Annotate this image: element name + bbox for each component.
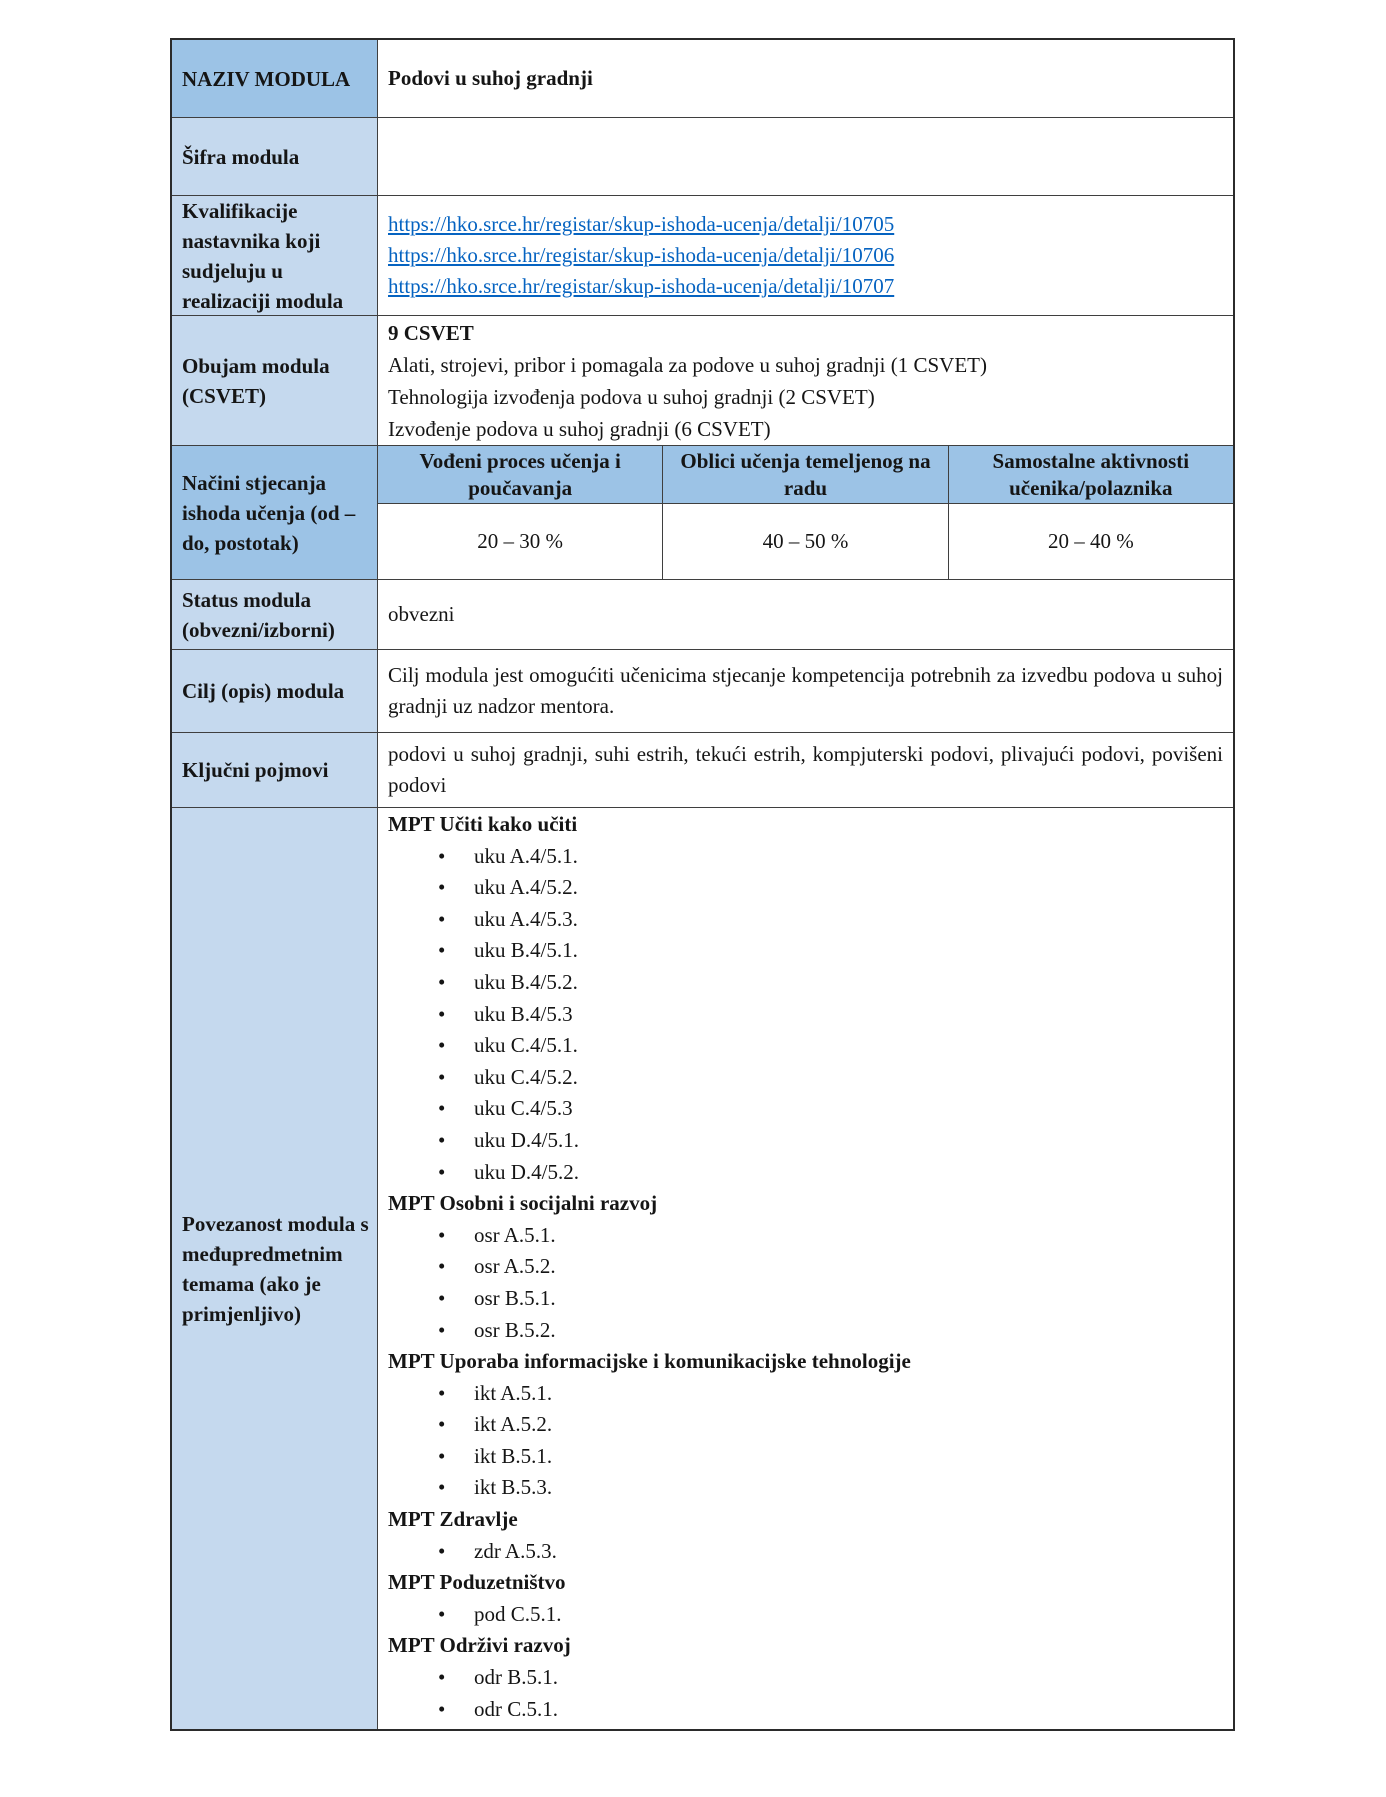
- bullet-icon: •: [438, 906, 446, 931]
- povezanost-label: Povezanost modula s međupredmetnim temama (ako je primjenljivo): [182, 1211, 369, 1326]
- mpt-group: [388, 1630, 1223, 1725]
- mpt-item: [388, 935, 1223, 967]
- kljucni-label-cell: [172, 733, 378, 807]
- module-table: [170, 38, 1235, 1731]
- mpt-item: [388, 1093, 1223, 1125]
- mpt-item-code: uku D.4/5.1.: [474, 1127, 579, 1152]
- mpt-item: [388, 872, 1223, 904]
- bullet-icon: •: [438, 1159, 446, 1184]
- mpt-group-title: MPT Poduzetništvo: [388, 1570, 566, 1595]
- mpt-group: [388, 1504, 1223, 1567]
- sifra-label: Šifra modula: [182, 144, 300, 169]
- mpt-group-title: MPT Osobni i socijalni razvoj: [388, 1191, 658, 1216]
- bullet-icon: •: [438, 843, 446, 868]
- mpt-item: [388, 1378, 1223, 1410]
- nacini-label-cell: [172, 446, 378, 579]
- status-value-cell: [378, 580, 1233, 649]
- percent-column: [662, 446, 947, 579]
- mpt-item-code: ikt B.5.3.: [474, 1475, 553, 1500]
- naziv-value-cell: [378, 40, 1233, 117]
- obujam-label: Obujam modula (CSVET): [182, 353, 330, 408]
- mpt-item-code: osr A.5.2.: [474, 1254, 556, 1279]
- mpt-item: [388, 1125, 1223, 1157]
- kvalifikacije-label-cell: [172, 196, 378, 315]
- bullet-icon: •: [438, 1412, 446, 1437]
- row-sifra: [172, 117, 1233, 195]
- row-kljucni: [172, 732, 1233, 807]
- mpt-item: [388, 904, 1223, 936]
- mpt-item-code: pod C.5.1.: [474, 1601, 562, 1626]
- mpt-item: [388, 999, 1223, 1031]
- povezanost-label-cell: [172, 808, 378, 1729]
- bullet-icon: •: [438, 1380, 446, 1405]
- row-cilj: [172, 649, 1233, 732]
- mpt-item-code: osr A.5.1.: [474, 1222, 556, 1247]
- bullet-icon: •: [438, 1222, 446, 1247]
- kvalifikacije-label: Kvalifikacije nastavnika koji sudjeluju u realizaciji modula: [182, 198, 344, 313]
- kljucni-value: podovi u suhoj gradnji, suhi estrih, tekući estrih, kompjuterski podovi, plivajući podovi, povišeni podovi: [388, 742, 1223, 797]
- sifra-value-cell: [378, 118, 1233, 195]
- bullet-icon: •: [438, 1254, 446, 1279]
- mpt-group-items: [388, 1536, 1223, 1568]
- hko-links: [388, 209, 1223, 302]
- mpt-item: [388, 1536, 1223, 1568]
- mpt-item-code: osr B.5.1.: [474, 1285, 556, 1310]
- hko-link[interactable]: https://hko.srce.hr/registar/skup-ishoda-ucenja/detalji/10707: [388, 274, 895, 298]
- mpt-item-code: uku B.4/5.2.: [474, 969, 578, 994]
- status-label: Status modula (obvezni/izborni): [182, 587, 335, 642]
- obujam-total: 9 CSVET: [388, 320, 474, 345]
- obujam-items: [388, 349, 1223, 445]
- mpt-item: [388, 1251, 1223, 1283]
- row-naziv: [172, 40, 1233, 117]
- bullet-icon: •: [438, 938, 446, 963]
- bullet-icon: •: [438, 1064, 446, 1089]
- mpt-group-items: [388, 1220, 1223, 1346]
- mpt-item: [388, 1062, 1223, 1094]
- bullet-icon: •: [438, 1538, 446, 1563]
- mpt-item: [388, 1220, 1223, 1252]
- mpt-group-title: MPT Učiti kako učiti: [388, 812, 578, 836]
- bullet-icon: •: [438, 1033, 446, 1058]
- mpt-item-code: zdr A.5.3.: [474, 1538, 557, 1563]
- bullet-icon: •: [438, 1601, 446, 1626]
- mpt-item: [388, 1283, 1223, 1315]
- nacini-label: Načini stjecanja ishoda učenja (od –do, postotak): [182, 470, 356, 555]
- obujam-item: Alati, strojevi, pribor i pomagala za podove u suhoj gradnji (1 CSVET): [388, 352, 987, 377]
- mpt-group-items: [388, 1662, 1223, 1725]
- percent-column: [948, 446, 1233, 579]
- mpt-group-items: [388, 1378, 1223, 1504]
- obujam-value-cell: [378, 316, 1233, 445]
- hko-link[interactable]: https://hko.srce.hr/registar/skup-ishoda-ucenja/detalji/10706: [388, 243, 895, 267]
- mpt-item-code: uku A.4/5.1.: [474, 843, 578, 868]
- mpt-item-code: ikt B.5.1.: [474, 1443, 553, 1468]
- mpt-group-title: MPT Održivi razvoj: [388, 1633, 571, 1658]
- naziv-label: NAZIV MODULA: [182, 66, 351, 91]
- bullet-icon: •: [438, 875, 446, 900]
- naziv-label-cell: [172, 40, 378, 117]
- bullet-icon: •: [438, 969, 446, 994]
- mpt-item-code: uku C.4/5.3: [474, 1096, 573, 1121]
- cilj-value-cell: [378, 650, 1233, 732]
- mpt-item-code: odr C.5.1.: [474, 1696, 558, 1721]
- bullet-icon: •: [438, 1285, 446, 1310]
- percent-subtable: [378, 446, 1233, 579]
- bullet-icon: •: [438, 1443, 446, 1468]
- cilj-value: Cilj modula jest omogućiti učenicima stjecanje kompetencija potrebnih za izvedbu podova u suhoj gradnji uz nadzor mentora.: [388, 663, 1223, 718]
- cilj-label-cell: [172, 650, 378, 732]
- mpt-item: [388, 1441, 1223, 1473]
- mpt-item: [388, 967, 1223, 999]
- mpt-item-code: ikt A.5.2.: [474, 1412, 553, 1437]
- mpt-group: [388, 809, 1223, 1188]
- mpt-group-title: MPT Uporaba informacijske i komunikacijske tehnologije: [388, 1349, 911, 1374]
- obujam-content: [388, 317, 1223, 445]
- mpt-item-code: osr B.5.2.: [474, 1317, 556, 1342]
- bullet-icon: •: [438, 1096, 446, 1121]
- mpt-item-code: uku D.4/5.2.: [474, 1159, 579, 1184]
- bullet-icon: •: [438, 1696, 446, 1721]
- percent-column: [378, 446, 662, 579]
- percent-column-header: Samostalne aktivnosti učenika/polaznika: [949, 446, 1233, 504]
- cilj-label: Cilj (opis) modula: [182, 679, 345, 703]
- mpt-group: [388, 1188, 1223, 1346]
- mpt-item: [388, 841, 1223, 873]
- nacini-value-cell: [378, 446, 1233, 579]
- mpt-group-items: [388, 1599, 1223, 1631]
- mpt-item-code: uku B.4/5.3: [474, 1001, 573, 1026]
- row-povezanost: [172, 807, 1233, 1729]
- percent-column-value: 20 – 40 %: [1047, 529, 1134, 553]
- obujam-item: Izvođenje podova u suhoj gradnji (6 CSVET): [388, 416, 771, 441]
- mpt-item-code: uku A.4/5.2.: [474, 875, 578, 900]
- hko-link[interactable]: https://hko.srce.hr/registar/skup-ishoda-ucenja/detalji/10705: [388, 212, 895, 236]
- mpt-item: [388, 1030, 1223, 1062]
- obujam-item: Tehnologija izvođenja podova u suhoj gradnji (2 CSVET): [388, 384, 875, 409]
- mpt-item: [388, 1472, 1223, 1504]
- mpt-group-title: MPT Zdravlje: [388, 1507, 518, 1532]
- sifra-label-cell: [172, 118, 378, 195]
- mpt-group-items: [388, 841, 1223, 1189]
- mpt-item-code: uku A.4/5.3.: [474, 906, 578, 931]
- kljucni-label: Ključni pojmovi: [182, 758, 329, 782]
- status-label-cell: [172, 580, 378, 649]
- mpt-item-code: odr B.5.1.: [474, 1665, 558, 1690]
- bullet-icon: •: [438, 1475, 446, 1500]
- mpt-item-code: uku C.4/5.1.: [474, 1033, 578, 1058]
- kljucni-value-cell: [378, 733, 1233, 807]
- bullet-icon: •: [438, 1001, 446, 1026]
- mpt-group: [388, 1346, 1223, 1504]
- percent-column-value: 40 – 50 %: [762, 529, 849, 553]
- mpt-groups: [378, 808, 1233, 1729]
- mpt-item-code: uku C.4/5.2.: [474, 1064, 578, 1089]
- row-status: [172, 579, 1233, 649]
- bullet-icon: •: [438, 1665, 446, 1690]
- row-kvalifikacije: [172, 195, 1233, 315]
- status-value: obvezni: [388, 602, 455, 626]
- mpt-item: [388, 1694, 1223, 1726]
- bullet-icon: •: [438, 1127, 446, 1152]
- percent-column-header: Vođeni proces učenja i poučavanja: [378, 446, 662, 504]
- mpt-item: [388, 1409, 1223, 1441]
- mpt-item-code: ikt A.5.1.: [474, 1380, 553, 1405]
- bullet-icon: •: [438, 1317, 446, 1342]
- percent-column-header: Oblici učenja temeljenog na radu: [663, 446, 947, 504]
- povezanost-value-cell: [378, 808, 1233, 1729]
- mpt-item: [388, 1662, 1223, 1694]
- percent-column-value: 20 – 30 %: [477, 529, 564, 553]
- mpt-group: [388, 1567, 1223, 1630]
- obujam-label-cell: [172, 316, 378, 445]
- kvalifikacije-value-cell: [378, 196, 1233, 315]
- mpt-item: [388, 1157, 1223, 1189]
- mpt-item: [388, 1315, 1223, 1347]
- row-nacini: [172, 445, 1233, 579]
- row-obujam: [172, 315, 1233, 445]
- mpt-item-code: uku B.4/5.1.: [474, 938, 578, 963]
- module-title: Podovi u suhoj gradnji: [388, 66, 593, 90]
- mpt-item: [388, 1599, 1223, 1631]
